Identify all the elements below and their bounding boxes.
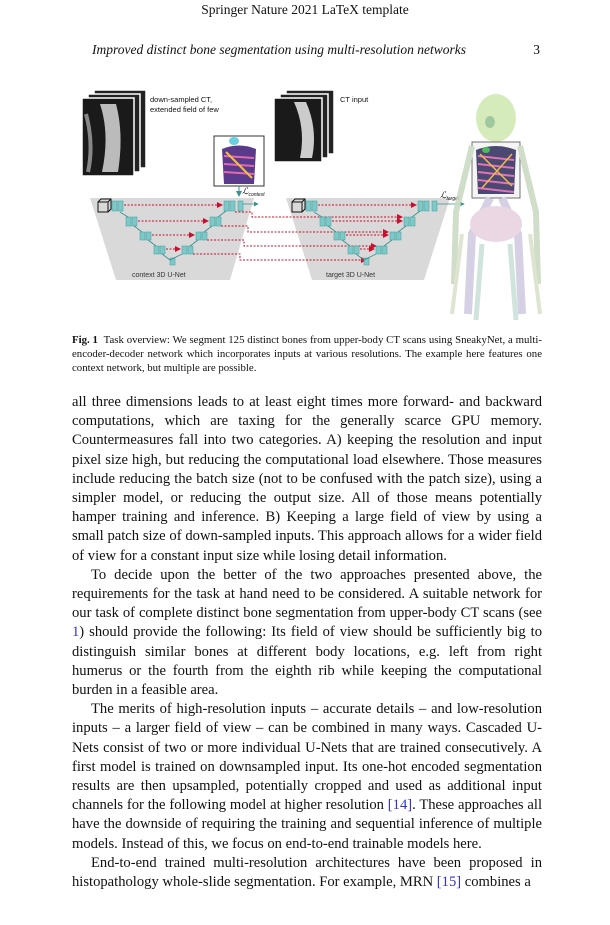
ct-input-stack bbox=[274, 90, 334, 162]
context-unet-label: context 3D U-Net bbox=[132, 272, 186, 279]
paragraph-2-part-b: ) should provide the following: Its field of view should be sufficiently big to distinguish similar bones at different body locations, e.g. left from right humerus or the fourth from the eighth rib while keeping the computational burden in a feasible area. bbox=[72, 624, 542, 699]
paragraph-3-part-a: The merits of high-resolution inputs – accurate details – and low-resolution inputs – a larger field of view – can be combined in many ways. Cascaded U-Nets consist of two or more individual U-Nets that are trained consecutively. A first model is trained on downsampled input. Its one-hot encoded segmentation results are then upsampled, potentially cropped and used as additional input channels for the following model at higher resolution bbox=[72, 701, 542, 814]
journal-header: Springer Nature 2021 LaTeX template bbox=[201, 2, 409, 17]
paragraph-3 bbox=[72, 700, 542, 854]
caption-text: Task overview: We segment 125 distinct bones from upper-body CT scans using SneakyNet, a multi-encoder-decoder network which incorporates inputs at various resolutions. The example here features one context network, but multiple are possible. bbox=[72, 334, 542, 374]
figure-label: Fig. 1 bbox=[72, 334, 98, 346]
paragraph-4-part-b: combines a bbox=[461, 874, 531, 891]
section-ref-link[interactable]: 1 bbox=[72, 624, 80, 641]
paragraph-2 bbox=[72, 566, 542, 700]
downsampled-ct-label-2: extended field of few bbox=[150, 105, 219, 114]
body-text bbox=[72, 393, 542, 892]
paragraph-1: all three dimensions leads to at least eight times more forward- and backward computations, which are taxing for the generally scarce GPU memory. Countermeasures fall into two categories. A) keeping the resolution and input pixel size high, but reducing the computational load elsewhere. Those measures include reducing the batch size (not to be confused with the patch size), using a simpler model, or reducing the output size. All of those means potentially hamper training and inference. B) Keeping a large field of view by using a small patch size of down-sampled inputs. This approach allows for a wider field of view for a constant input size while losing detail information. bbox=[72, 394, 542, 564]
paragraph-2-part-a: To decide upon the better of the two approaches presented above, the requirements for the task at hand need to be considered. A suitable network for our task of complete distinct bone segmentation from upper-body CT scans (see bbox=[72, 566, 542, 622]
target-loss-symbol: ℒ$_{target}$ bbox=[440, 190, 460, 202]
running-title: Improved distinct bone segmentation using multi-resolution networks bbox=[92, 42, 466, 57]
context-output-segmentation bbox=[214, 136, 264, 186]
context-loss-symbol: ℒ$_{context}$ bbox=[242, 186, 265, 198]
paragraph-4-part-a: End-to-end trained multi-resolution architectures have been proposed in histopathology whole-slide segmentation. For example, MRN bbox=[72, 854, 542, 891]
paragraph-4 bbox=[72, 854, 542, 892]
downsampled-ct-label: down-sampled CT, bbox=[150, 95, 213, 104]
figure-caption bbox=[72, 333, 542, 375]
page-number: 3 bbox=[533, 42, 540, 57]
skeleton-render bbox=[452, 94, 540, 320]
downsampled-ct-stack bbox=[82, 90, 146, 176]
citation-link-15[interactable]: [15] bbox=[436, 874, 462, 891]
architecture-diagram bbox=[72, 84, 542, 324]
paragraph-3-part-b: . These approaches all have the downside of requiring the training and sequential inference of multiple models. Instead of this, we focus on end-to-end trainable models here. bbox=[72, 797, 543, 852]
citation-link-14[interactable]: [14] bbox=[387, 797, 413, 814]
ct-input-label: CT input bbox=[340, 95, 369, 104]
target-unet-label: target 3D U-Net bbox=[326, 272, 376, 279]
figure-1 bbox=[72, 84, 542, 324]
